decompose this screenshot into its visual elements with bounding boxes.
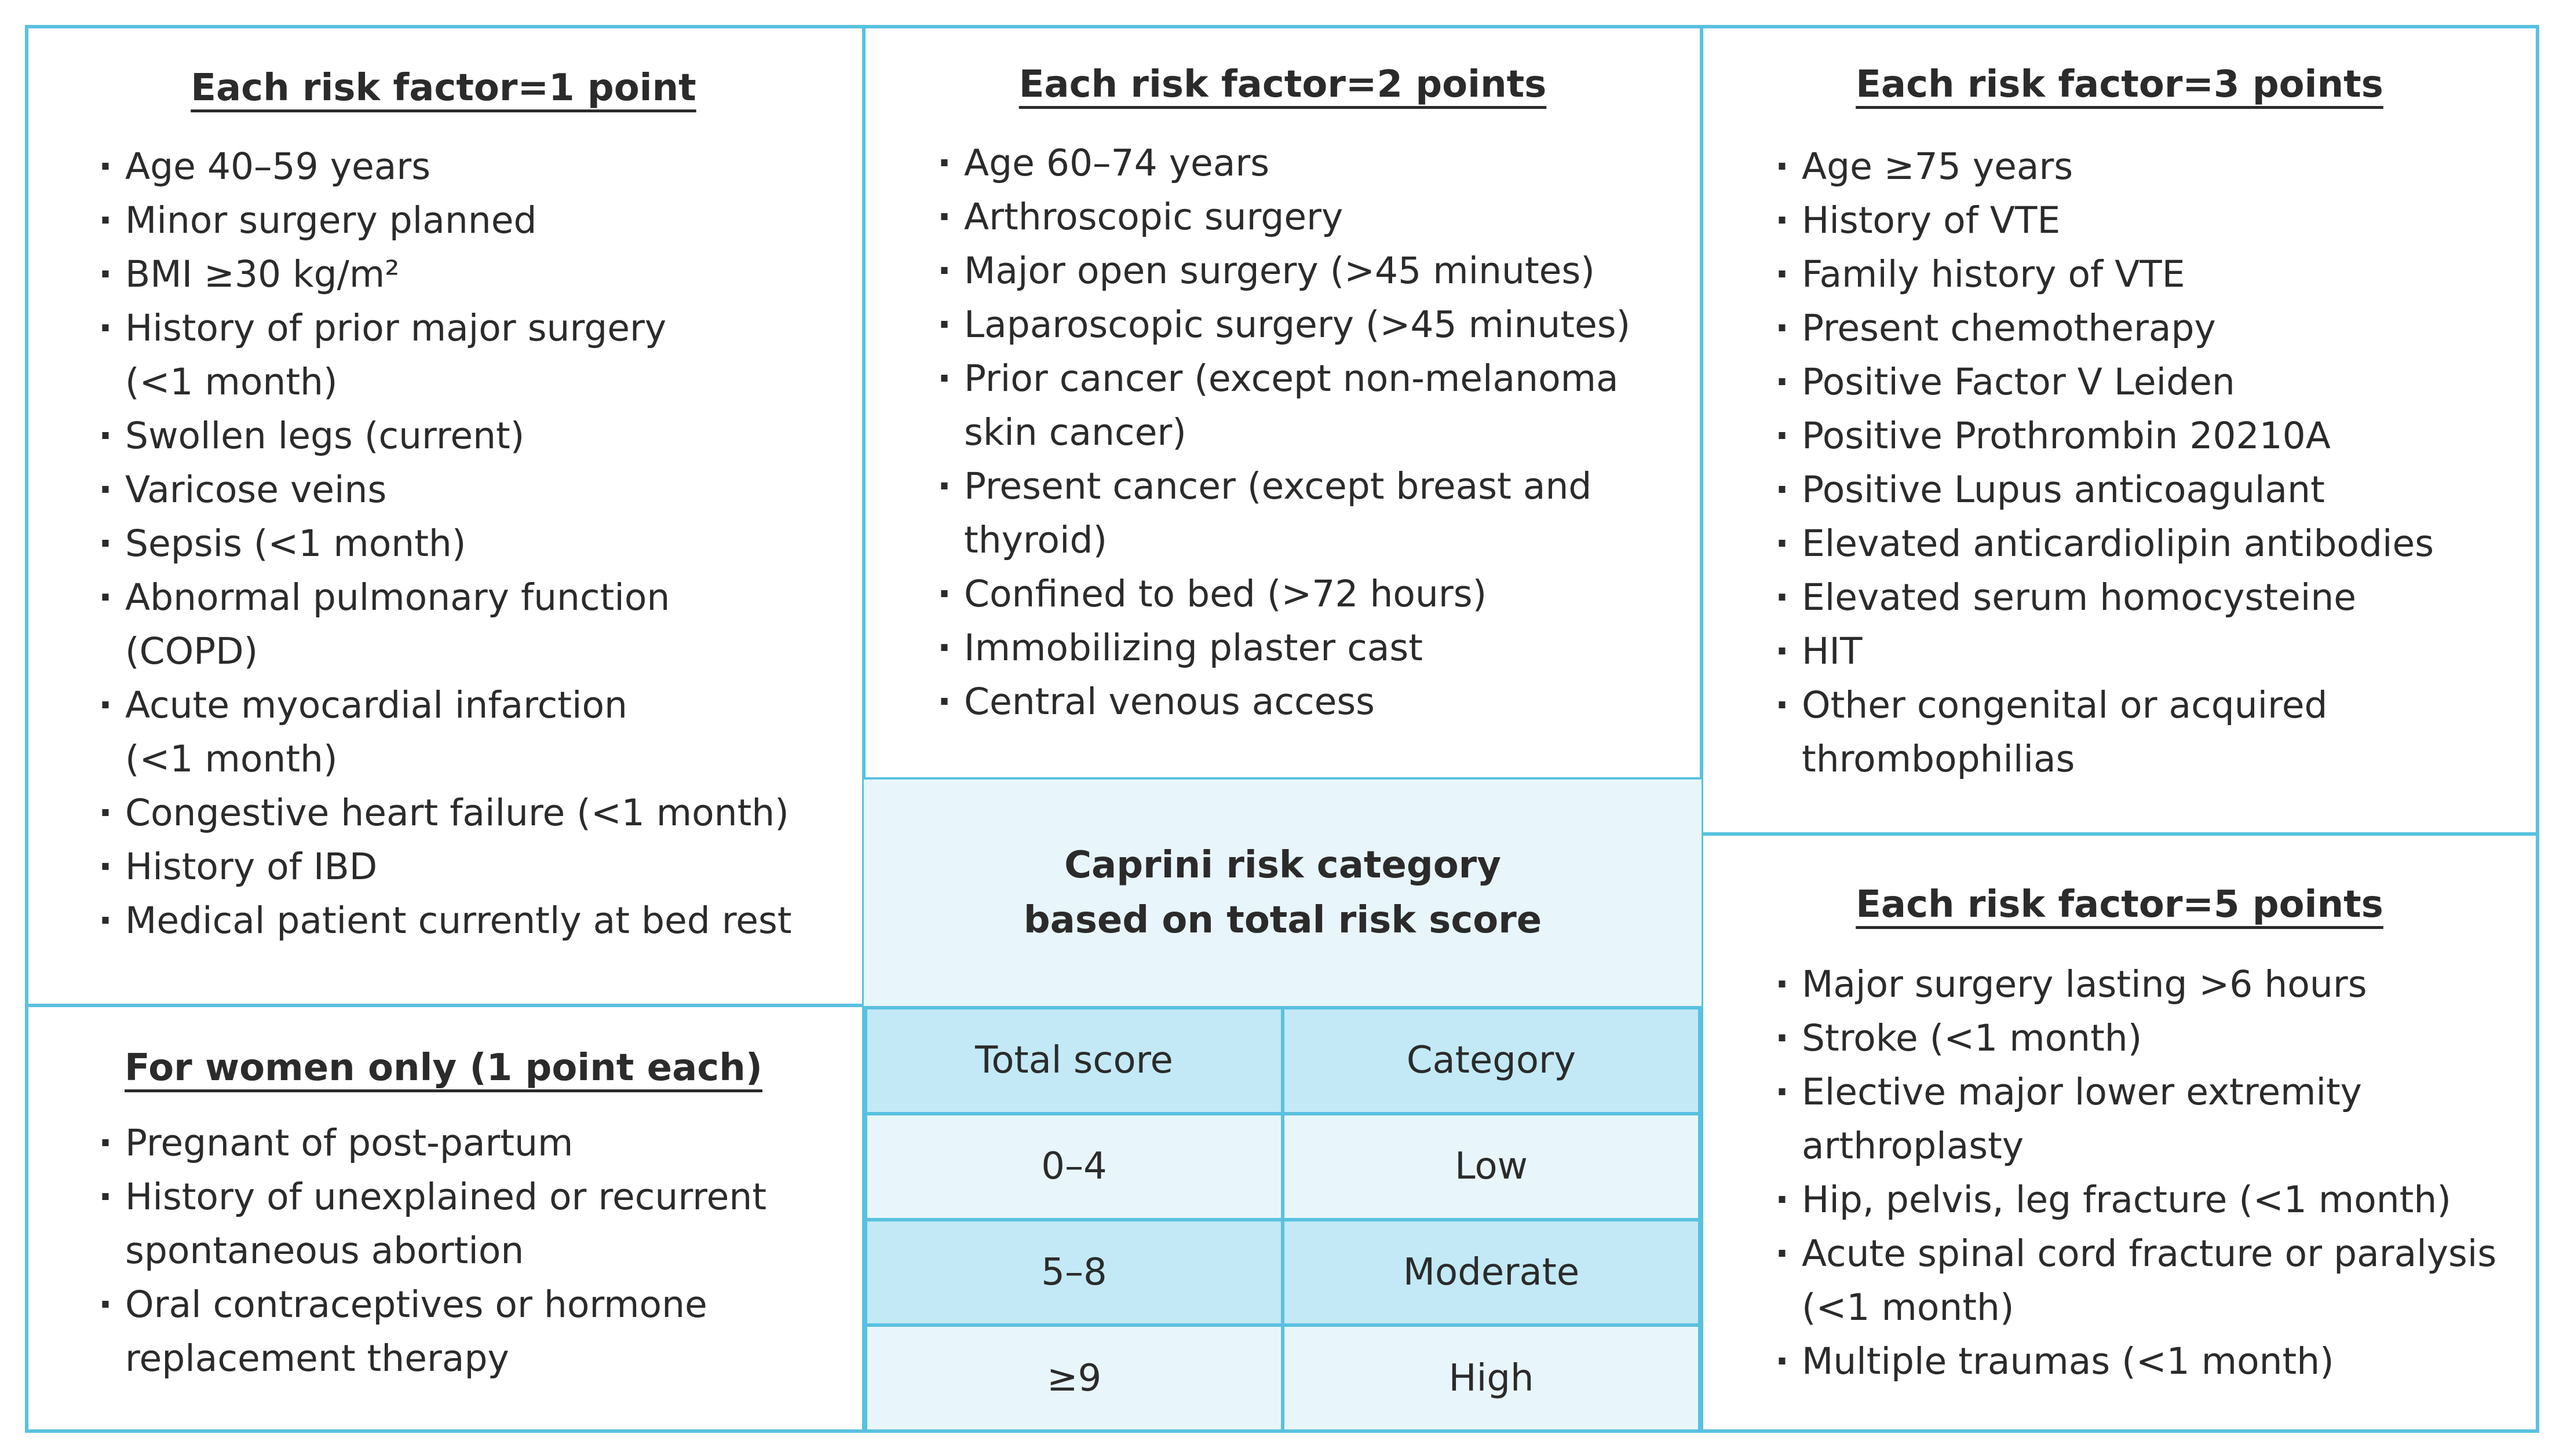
list-item: · Minor surgery planned [98,193,846,247]
list-item: · HIT [1775,624,2505,678]
header-category: Category [1283,1008,1700,1114]
list-item: · Positive Factor V Leiden [1775,355,2505,409]
section-title-text: For women only (1 point each) [125,1047,762,1089]
list-item: · Elevated anticardiolipin antibodies [1775,517,2505,570]
section-title-text: Each risk factor=1 point [191,67,696,109]
section-title [25,67,862,109]
list-item: · History of unexplained or recurrent spontaneous abortion [98,1170,791,1278]
cell-score: 0–4 [866,1114,1283,1220]
section-two-points [866,25,1700,777]
risk-list [98,140,846,948]
list-item: · Major open surgery (>45 minutes) [937,244,1650,298]
list-item: · Stroke (<1 month) [1775,1011,2522,1065]
section-title-text: Each risk factor=2 points [1018,63,1547,106]
section-three-points [1703,25,2536,832]
list-item: · Varicose veins [98,463,846,517]
list-item: · BMI ≥30 kg/m² [98,247,846,301]
list-item: · Abnormal pulmonary function (COPD) [98,570,704,678]
list-item: · Age 60–74 years [937,136,1650,190]
cell-category: Moderate [1283,1220,1700,1326]
table-header-row [866,1008,1700,1114]
caprini-score-table [864,1006,1702,1433]
list-item: · Swollen legs (current) [98,409,846,463]
risk-list [937,136,1650,729]
caprini-heading [864,780,1702,1006]
section-five-points [1703,836,2536,1433]
list-item: · Prior cancer (except non-melanoma skin cancer) [937,352,1648,459]
list-item: · Present chemotherapy [1775,301,2505,355]
list-item: · Medical patient currently at bed rest [98,894,846,948]
section-women-only [25,1007,862,1433]
list-item: · Age ≥75 years [1775,140,2505,193]
list-item: · Age 40–59 years [98,140,846,193]
risk-list [98,1116,794,1385]
table-row [866,1220,1700,1326]
list-item: · Acute myocardial infarction (<1 month) [98,678,693,786]
list-item: · Positive Prothrombin 20210A [1775,409,2505,463]
list-item: · Present cancer (except breast and thyroid) [937,459,1624,567]
risk-list [1775,957,2522,1388]
list-item: · Congestive heart failure (<1 month) [98,786,846,840]
list-item: · Immobilizing plaster cast [937,621,1650,675]
list-item: · Elective major lower extremity arthroplasty [1775,1065,2410,1173]
cell-score: ≥9 [866,1325,1283,1431]
caprini-heading-line1: Caprini risk category [1064,843,1501,887]
cell-score: 5–8 [866,1220,1283,1326]
list-item: · Positive Lupus anticoagulant [1775,463,2505,517]
table-row [866,1325,1700,1431]
table-row [866,1114,1700,1220]
section-title [1703,883,2536,926]
list-item: · Central venous access [937,675,1650,729]
list-item: · Arthroscopic surgery [937,190,1650,244]
list-item: · History of VTE [1775,193,2505,247]
list-item: · History of IBD [98,840,846,894]
section-title-text: Each risk factor=5 points [1856,883,2383,926]
list-item: · Laparoscopic surgery (>45 minutes) [937,298,1650,352]
list-item: · Elevated serum homocysteine [1775,570,2505,624]
list-item: · Sepsis (<1 month) [98,517,846,570]
cell-category: High [1283,1325,1700,1431]
list-item: · Family history of VTE [1775,247,2505,301]
list-item: · Hip, pelvis, leg fracture (<1 month) [1775,1173,2522,1227]
list-item: · History of prior major surgery (<1 month) [98,301,693,409]
section-one-point [25,25,862,1004]
section-title-text: Each risk factor=3 points [1856,63,2383,106]
section-title [866,63,1700,106]
list-item: · Confined to bed (>72 hours) [937,567,1650,621]
caprini-heading-line2: based on total risk score [1023,898,1542,942]
list-item: · Multiple traumas (<1 month) [1775,1334,2522,1388]
list-item: · Major surgery lasting >6 hours [1775,957,2522,1011]
section-title [1703,63,2536,106]
cell-category: Low [1283,1114,1700,1220]
section-title [25,1047,862,1089]
header-total-score: Total score [866,1008,1283,1114]
list-item: · Oral contraceptives or hormone replacement therapy [98,1278,733,1385]
list-item: · Pregnant of post-partum [98,1116,794,1170]
list-item: · Acute spinal cord fracture or paralysis (<1 month) [1775,1227,2522,1334]
risk-list [1775,140,2505,786]
list-item: · Other congenital or acquired thrombophilias [1775,678,2381,786]
